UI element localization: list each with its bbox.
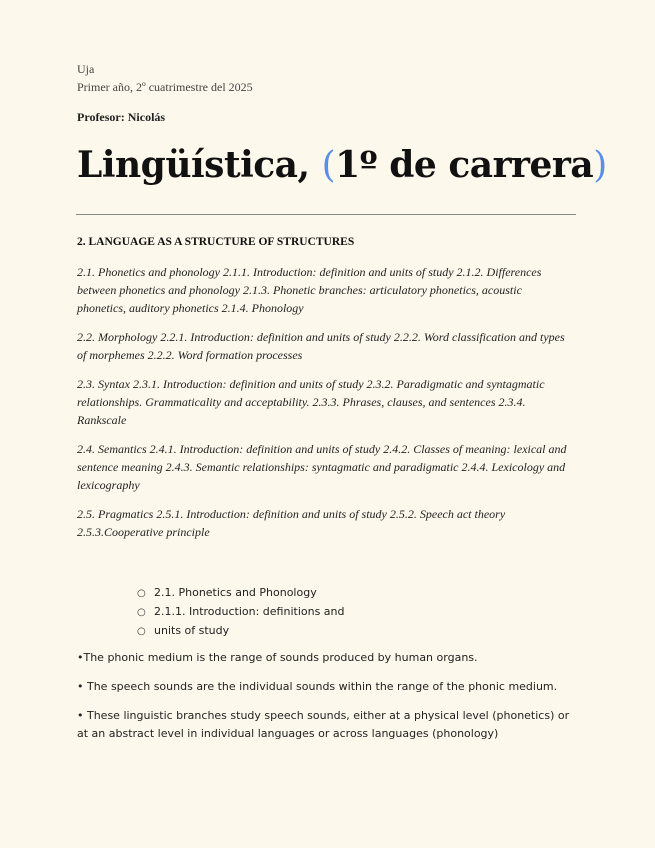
topic-list	[77, 263, 572, 552]
title-paren-text: 1º de carrera	[335, 144, 594, 186]
outline-item-label: 2.1.1. Introduction: definitions and	[154, 605, 345, 618]
horizontal-divider	[76, 214, 576, 215]
outline-item	[137, 603, 345, 622]
circle-bullet-icon: ○	[137, 588, 146, 599]
topic-paragraph: 2.2. Morphology 2.2.1. Introduction: definition and units of study 2.2.2. Word classification and types of morphemes 2.2.2. Word formation processes	[77, 330, 565, 362]
topic-paragraph: 2.1. Phonetics and phonology 2.1.1. Introduction: definition and units of study 2.1.2. Differences between phonetics and phonology 2.1.3. Phonetic branches: articulatory phonetics, acoustic phonetics, auditory phonetics 2.1.4. Phonology	[77, 265, 542, 315]
notes-list	[77, 649, 577, 754]
topic-paragraph: 2.3. Syntax 2.3.1. Introduction: definition and units of study 2.3.2. Paradigmatic and syntagmatic relationships. Grammaticality and acceptability. 2.3.3. Phrases, clauses, and sentences 2.3.4. Rankscale	[77, 377, 545, 427]
term-text: Primer año, 2º cuatrimestre del 2025	[77, 80, 253, 94]
page-title	[77, 144, 607, 186]
title-main: Lingüística,	[77, 144, 322, 186]
outline-item-label: 2.1. Phonetics and Phonology	[154, 586, 317, 599]
institution-text: Uja	[77, 62, 95, 76]
note-paragraph: •The phonic medium is the range of sounds produced by human organs.	[77, 651, 478, 664]
outline-item	[137, 622, 345, 641]
title-paren-open: (	[321, 145, 336, 186]
circle-bullet-icon: ○	[137, 607, 146, 618]
outline-item	[137, 584, 345, 603]
outline-list	[137, 584, 345, 641]
note-paragraph: • The speech sounds are the individual sounds within the range of the phonic medium.	[77, 680, 558, 693]
topic-paragraph: 2.5. Pragmatics 2.5.1. Introduction: definition and units of study 2.5.2. Speech act theory 2.5.3.Cooperative principle	[77, 507, 506, 539]
professor-text: Profesor: Nicolás	[77, 110, 166, 124]
topic-paragraph: 2.4. Semantics 2.4.1. Introduction: definition and units of study 2.4.2. Classes of meaning: lexical and sentence meaning 2.4.3. Semantic relationships: syntagmatic and paradigmatic 2.4.4. Lexicology and lexicography	[77, 442, 567, 492]
section-heading: 2. LANGUAGE AS A STRUCTURE OF STRUCTURES	[77, 236, 355, 248]
note-paragraph: • These linguistic branches study speech sounds, either at a physical level (phonetics) or at an abstract level in individual languages or across languages (phonology)	[77, 709, 570, 740]
title-paren-close: )	[593, 145, 607, 186]
outline-item-label: units of study	[154, 624, 230, 637]
circle-bullet-icon: ○	[137, 626, 146, 637]
